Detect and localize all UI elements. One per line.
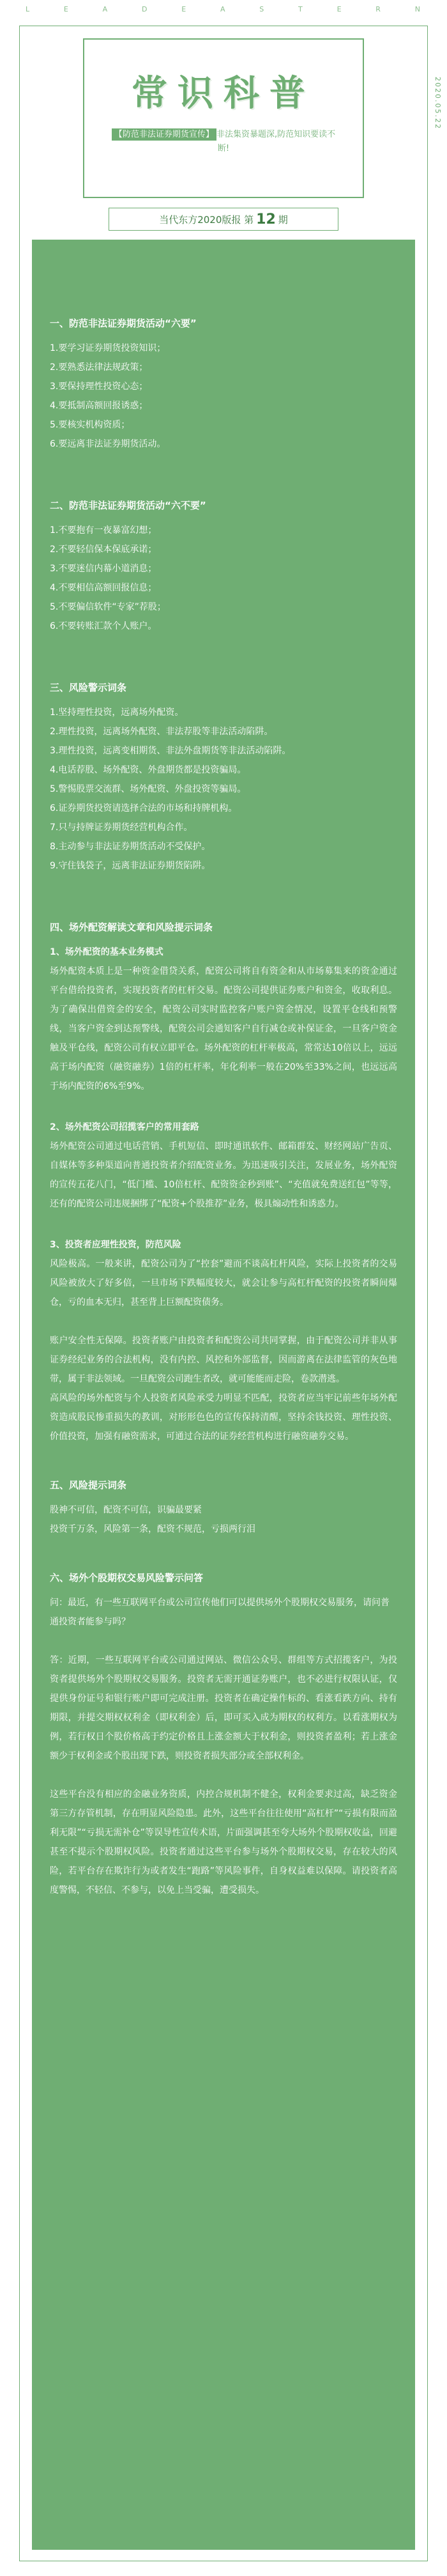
header-subtitle xyxy=(110,128,337,156)
section-title: 二、防范非法证券期货活动“六不要” xyxy=(50,500,206,511)
letter: T xyxy=(298,5,304,13)
list-item: 5.警惕股票交流群、场外配资、外盘投资等骗局。 xyxy=(50,784,246,794)
list-item: 2.要熟悉法律法规政策； xyxy=(50,362,148,373)
list-item: 6.要远离非法证券期货活动。 xyxy=(50,439,166,449)
sub-heading: 3、投资者应理性投资，防范风险 xyxy=(50,1240,181,1250)
section-title: 六、场外个股期权交易风险警示问答 xyxy=(50,1572,204,1584)
paragraph: 高风险的场外配资与个人投资者风险承受力明显不匹配，投资者应当牢记前些年场外配资造成股民惨重损失的教训，对形形色色的宣传保持清醒，坚持余钱投资、理性投资、价值投资，加强有融资需求，可通过合法的证券经营机构进行融资融券交易。 xyxy=(50,1393,397,1442)
header-box xyxy=(83,38,364,198)
list-item: 股神不可信，配资不可信，识骗最要紧 xyxy=(50,1505,202,1515)
list-item: 6.不要转账汇款个人账户。 xyxy=(50,621,157,631)
list-item: 4.不要相信高额回报信息； xyxy=(50,583,157,593)
letter: N xyxy=(414,5,421,13)
paragraph: 场外配资本质上是一种资金借贷关系，配资公司将自有资金和从市场募集来的资金通过平台借给投资者，实现投资者的杠杆交易。配资公司提供证券账户和资金，收取利息。为了确保出借资金的安全，配资公司实时监控客户账户资金情况，设置平仓线和预警线，当客户资金到达预警线，配资公司会通知客户自行减仓或补保证金，一旦客户资金触及平仓线，配资公司有权立即平仓。场外配资的杠杆率极高，常常达10倍以上，远远高于场内配资（融资融券）1倍的杠杆率，年化利率一般在20%至33%之间，也远远高于场内配资的6%至9%。 xyxy=(50,966,397,1091)
letter: E xyxy=(63,5,70,13)
letter: L xyxy=(26,5,31,13)
list-item: 2.理性投资，远离场外配资、非法荐股等非法活动陷阱。 xyxy=(50,727,273,737)
top-letter-strip xyxy=(0,5,447,14)
list-item: 2.不要轻信保本保底承诺； xyxy=(50,544,157,555)
list-item: 5.不要偏信软件“专家”荐股； xyxy=(50,602,166,612)
list-item: 1.不要抱有一夜暴富幻想； xyxy=(50,525,157,536)
paragraph: 风险极高。一般来讲，配资公司为了“控套”避而不谈高杠杆风险，实际上投资者的交易风险被放大了好多倍，一旦市场下跌幅度较大，就会让参与高杠杆配资的投资者瞬间爆仓，亏的血本无归，甚至背上巨额配资债务。 xyxy=(50,1259,397,1307)
question: 问：最近，有一些互联网平台或公司宣传他们可以提供场外个股期权交易服务，请问普通投资者能参与吗？ xyxy=(50,1598,390,1627)
date-vertical: 2020.05.22 xyxy=(434,77,442,130)
list-item: 1.坚持理性投资，远离场外配资。 xyxy=(50,707,184,718)
list-item: 4.要抵制高额回报诱惑； xyxy=(50,401,148,411)
section-title: 四、场外配资解读文章和风险提示词条 xyxy=(50,922,213,933)
list-item: 1.要学习证券期货投资知识； xyxy=(50,343,166,353)
section-title: 三、风险警示词条 xyxy=(50,682,127,693)
list-item: 3.要保持理性投资心态； xyxy=(50,382,148,392)
subtitle-highlight: 【防范非法证券期货宣传】 xyxy=(112,128,216,141)
letter: A xyxy=(220,5,227,13)
letter: A xyxy=(102,5,109,13)
section-title: 五、风险提示词条 xyxy=(50,1479,127,1491)
issue-banner xyxy=(109,208,338,231)
letter: R xyxy=(375,5,382,13)
list-item: 8.主动参与非法证券期货活动不受保护。 xyxy=(50,842,211,852)
sub-heading: 2、场外配资公司招揽客户的常用套路 xyxy=(50,1122,199,1132)
list-item: 5.要核实机构资质； xyxy=(50,420,130,430)
list-item: 3.理性投资，远离变相期货、非法外盘期货等非法活动陷阱。 xyxy=(50,746,291,756)
letter: S xyxy=(259,5,266,13)
issue-number: 12 xyxy=(256,211,276,228)
paragraph: 账户安全性无保障。投资者账户由投资者和配资公司共同掌握，由于配资公司并非从事证券经纪业务的合法机构，没有内控、风控和外部监督，因而游离在法律监管的灰色地带，属于非法领域。一旦配资公司跑生者改，就可能能而走险，卷款潜逃。 xyxy=(50,1336,397,1384)
list-item: 3.不要迷信内幕小道消息； xyxy=(50,564,157,574)
list-item: 7.只与持牌证券期货经营机构合作。 xyxy=(50,822,193,833)
list-item: 4.电话荐股、场外配资、外盘期货都是投资骗局。 xyxy=(50,765,246,775)
list-item: 6.证券期货投资请选择合法的市场和持牌机构。 xyxy=(50,803,238,814)
paragraph: 场外配资公司通过电话营销、手机短信、即时通讯软件、邮箱群发、财经网站广告页、自媒体等多种渠道向普通投资者介绍配资业务。为迅速吸引关注，发展业务，场外配资的宣传五花八门，“低门槛、10倍杠杆、配资资金秒到账”、“充值就免费送红包”等等，还有的配资公司违规捆绑了“配资+个股推荐”业务，极具煽动性和诱惑力。 xyxy=(50,1141,397,1209)
page-title: 常识科普 xyxy=(132,73,315,114)
letter: D xyxy=(141,5,149,13)
list-item: 9.守住钱袋子，远离非法证券期货陷阱。 xyxy=(50,861,211,871)
list-item: 投资千万条，风险第一条，配资不规范，亏损两行泪 xyxy=(50,1524,255,1534)
letter: E xyxy=(337,5,343,13)
issue-prefix: 当代东方2020版报 第 xyxy=(159,213,254,226)
section-title: 一、防范非法证券期货活动“六要” xyxy=(50,318,197,329)
content-card xyxy=(32,240,415,2550)
answer-paragraph: 这些平台没有相应的金融业务资质，内控合规机制不健全，权利金要求过高，缺乏资金第三方存管机制，存在明显风险隐患。此外，这些平台往往使用“高杠杆”“亏损有限而盈利无限”“亏损无需补仓”等误导性宣传术语，片面强调甚至夸大场外个股期权收益，回避甚至不提示个股期权风险。投资者通过这些平台参与场外个股期权交易，存在较大的风险，若平台存在欺诈行为或者发生“跑路”等风险事件，自身权益难以保障。请投资者高度警惕，不轻信、不参与，以免上当受骗，遭受损失。 xyxy=(50,1789,397,1895)
answer-paragraph: 答：近期，一些互联网平台或公司通过网站、微信公众号、群组等方式招揽客户，为投资者提供场外个股期权交易服务。投资者无需开通证券账户，也不必进行权限认证，仅提供身份证号和银行账户即可完成注册。投资者在确定操作标的、看涨看跌方向、持有期限，并提交期权权利金（即权利金）后，即可买入成为期权的权利方。以看涨期权为例，若行权日个股价格高于约定价格且上涨金额大于权利金，则投资者盈利；若上涨金额少于权利金或个股出现下跌，则投资者损失部分或全部权利金。 xyxy=(50,1655,397,1761)
issue-suffix: 期 xyxy=(278,213,288,226)
subtitle-rest: 非法集资暴题深,防范知识要读不断! xyxy=(216,130,336,153)
sub-heading: 1、场外配资的基本业务模式 xyxy=(50,947,163,957)
letter: E xyxy=(181,5,188,13)
